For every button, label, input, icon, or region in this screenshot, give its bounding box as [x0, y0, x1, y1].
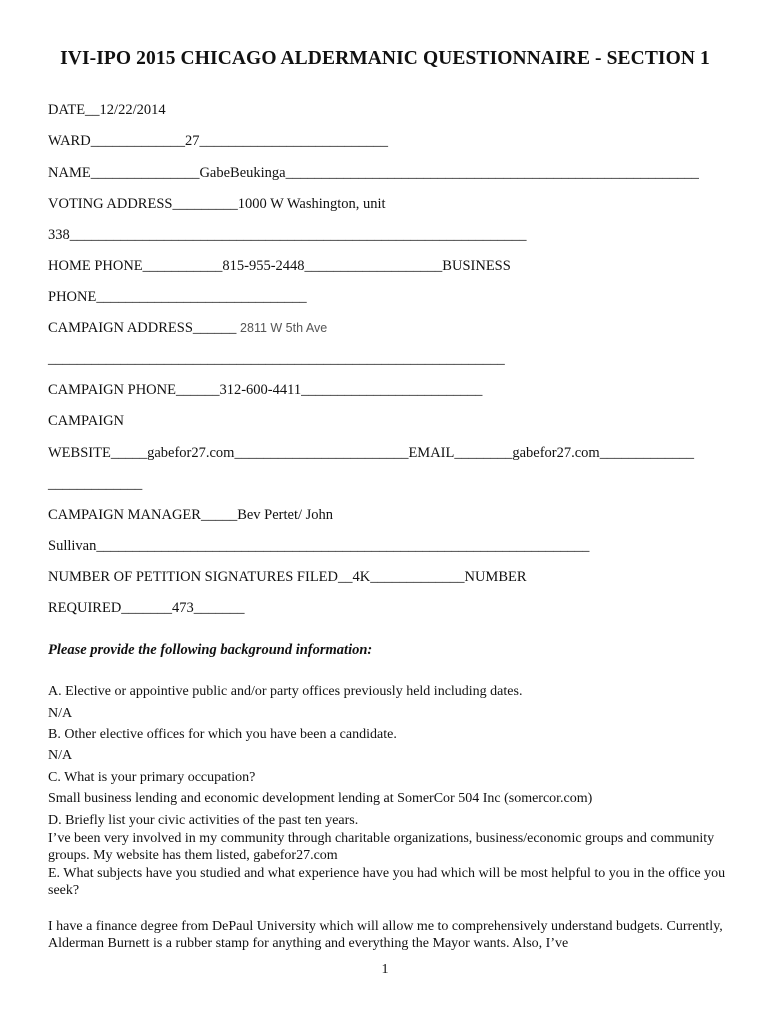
question-a: A. Elective or appointive public and/or party offices previously held including dates.: [48, 684, 523, 699]
voting-address-field: VOTING ADDRESS_________1000 W Washington, unit: [48, 196, 386, 212]
petition-signatures-field: NUMBER OF PETITION SIGNATURES FILED__4K_____________NUMBER: [48, 569, 527, 585]
question-d: D. Briefly list your civic activities of the past ten years.: [48, 813, 359, 828]
voting-address-continued: 338_______________________________________________________________: [48, 227, 527, 243]
answer-e: I have a finance degree from DePaul University which will allow me to comprehensively understand budgets. Currently, Alderman Burnett is a rubber stamp for anything and everything the Mayor wants. Also, I’ve: [48, 919, 723, 951]
page-number: 1: [381, 962, 389, 977]
ward-field: WARD_____________27__________________________: [48, 133, 388, 149]
name-field: NAME_______________GabeBeukinga_________________________________________________________: [48, 165, 699, 181]
campaign-address-field: [48, 320, 327, 336]
campaign-address-continued: _______________________________________________________________: [48, 351, 505, 367]
email-continued: _____________: [48, 476, 143, 492]
date-field: DATE__12/22/2014: [48, 102, 166, 118]
background-heading: Please provide the following background information:: [48, 642, 373, 658]
campaign-phone-field: CAMPAIGN PHONE______312-600-4411_________________________: [48, 382, 483, 398]
campaign-manager-continued: Sullivan____________________________________________________________________: [48, 538, 590, 554]
question-b: B. Other elective offices for which you have been a candidate.: [48, 727, 397, 742]
campaign-address-label: CAMPAIGN ADDRESS______: [48, 320, 241, 336]
page-title: IVI-IPO 2015 CHICAGO ALDERMANIC QUESTIONNAIRE - SECTION 1: [60, 48, 710, 69]
campaign-label: CAMPAIGN: [48, 413, 125, 429]
answer-d: I’ve been very involved in my community through charitable organizations, business/economic groups and community groups. My website has them listed, gabefor27.com: [48, 831, 715, 863]
question-c: C. What is your primary occupation?: [48, 770, 256, 785]
answer-a: N/A: [48, 706, 73, 721]
home-phone-field: HOME PHONE___________815-955-2448___________________BUSINESS: [48, 258, 511, 274]
campaign-address-value: 2811 W 5th Ave: [240, 321, 328, 335]
required-signatures-field: REQUIRED_______473_______: [48, 600, 245, 616]
answer-b: N/A: [48, 748, 73, 763]
campaign-manager-field: CAMPAIGN MANAGER_____Bev Pertet/ John: [48, 507, 334, 523]
website-email-field: WEBSITE_____gabefor27.com________________________EMAIL________gabefor27.com_____________: [48, 445, 694, 461]
question-e: E. What subjects have you studied and what experience have you had which will be most helpful to you in the office you seek?: [48, 866, 726, 898]
answer-c: Small business lending and economic development lending at SomerCor 504 Inc (somercor.com): [48, 791, 593, 806]
business-phone-field: PHONE_____________________________: [48, 289, 307, 305]
